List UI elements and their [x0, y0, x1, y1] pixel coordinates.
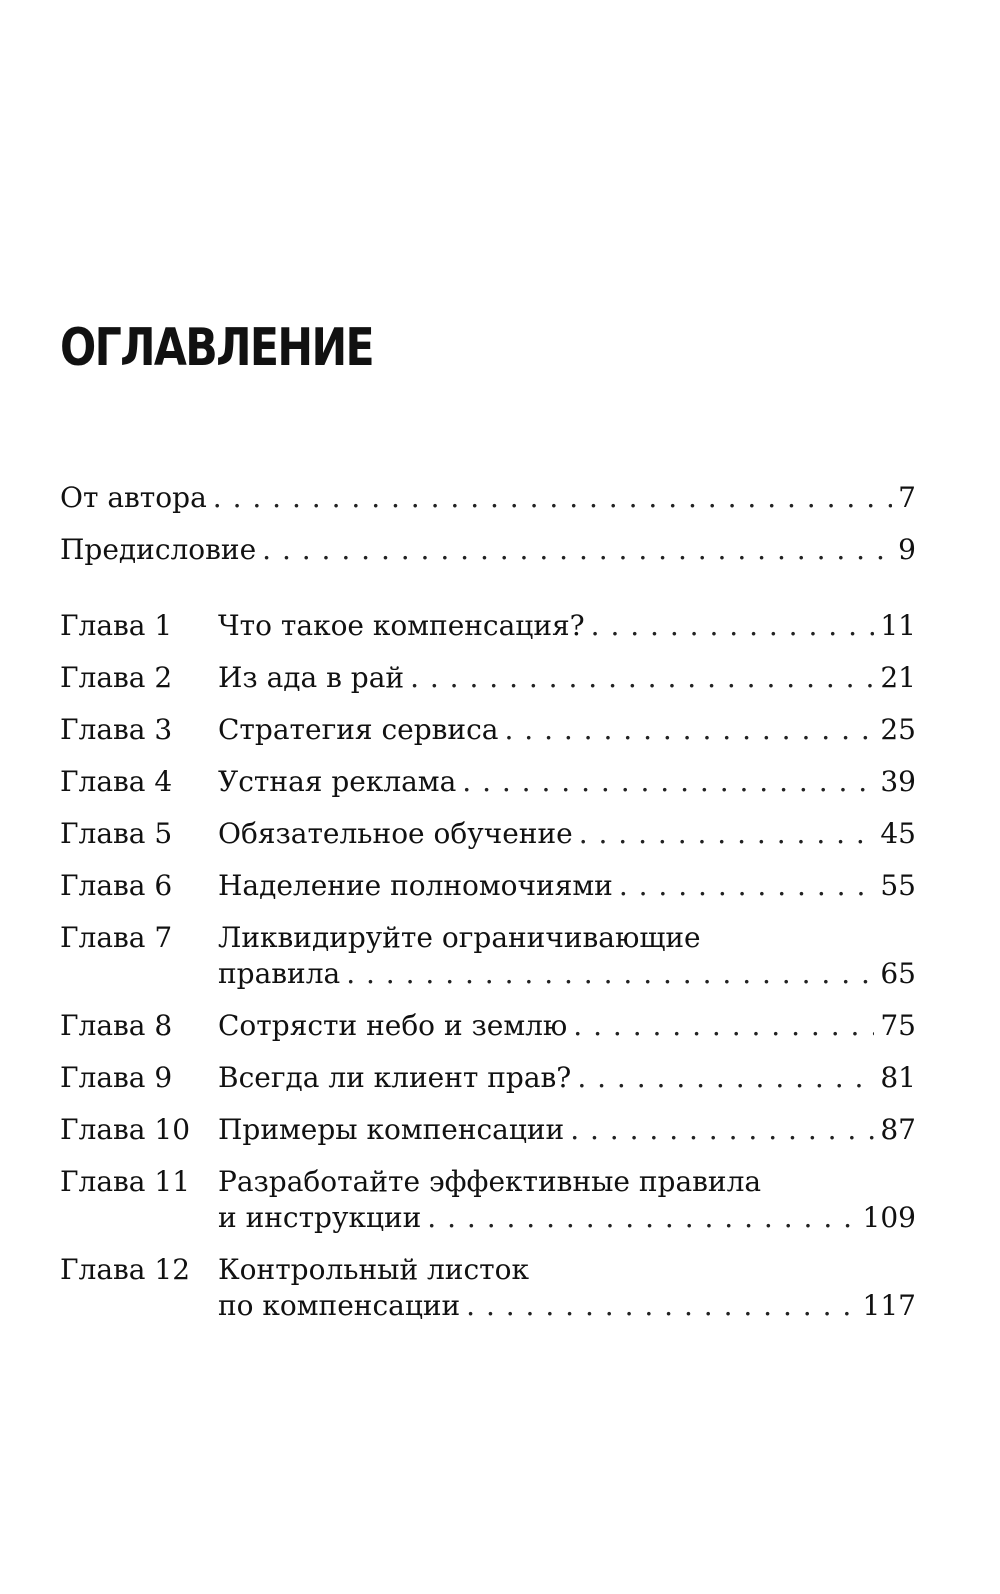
- toc-entry-title: Что такое компенсация?: [218, 609, 585, 642]
- toc-entry-chapter-11[interactable]: [60, 1164, 916, 1236]
- chapter-label: Глава 3: [60, 713, 173, 746]
- dot-leader: [427, 1200, 856, 1236]
- toc-entry-body: [218, 1112, 916, 1148]
- dot-leader: [262, 532, 892, 568]
- toc-entry-title: и инструкции: [218, 1201, 422, 1234]
- chapter-label: Глава 5: [60, 817, 173, 850]
- toc-entry-body: [218, 764, 916, 800]
- toc-entry-chapter-3[interactable]: [60, 712, 916, 748]
- toc-entry-body: [218, 1060, 916, 1096]
- toc-entry-chapter-1[interactable]: [60, 608, 916, 644]
- toc-entry-body: [218, 608, 916, 644]
- toc-entry-chapter-12[interactable]: [60, 1252, 916, 1324]
- chapter-label: Глава 9: [60, 1061, 173, 1094]
- toc-entry-title: по компенсации: [218, 1289, 461, 1322]
- toc-entry-title-line-1: Контрольный листок: [218, 1253, 529, 1286]
- toc-entry-chapter-2[interactable]: [60, 660, 916, 696]
- toc-page-number: 39: [880, 765, 916, 798]
- toc-page-number: 81: [880, 1061, 916, 1094]
- dot-leader: [213, 480, 892, 516]
- dot-leader: [619, 868, 875, 904]
- toc-entry-body: [218, 1164, 916, 1236]
- toc-page-number: 87: [880, 1113, 916, 1146]
- toc-page-number: 25: [880, 713, 916, 746]
- toc-entry-chapter-6[interactable]: [60, 868, 916, 904]
- toc-entry-chapter-7[interactable]: [60, 920, 916, 992]
- toc-entry-title-line-1: Ликвидируйте ограничивающие: [218, 921, 701, 954]
- dot-leader: [346, 956, 874, 992]
- toc-entry-title: Наделение полномочиями: [218, 869, 613, 902]
- toc-entry-body: [218, 712, 916, 748]
- toc-entry-title: Стратегия сервиса: [218, 713, 499, 746]
- toc-entry-title: Всегда ли клиент прав?: [218, 1061, 572, 1094]
- chapter-label: Глава 2: [60, 661, 173, 694]
- dot-leader: [577, 1060, 874, 1096]
- toc-entry-body: [218, 1252, 916, 1324]
- toc-page-number: 65: [880, 957, 916, 990]
- chapter-label: Глава 1: [60, 609, 173, 642]
- toc-entry-body: [218, 920, 916, 992]
- chapter-label: Глава 10: [60, 1113, 191, 1146]
- toc-entry-body: [218, 868, 916, 904]
- toc-entry-chapter-4[interactable]: [60, 764, 916, 800]
- toc-entry-title: Сотрясти небо и землю: [218, 1009, 568, 1042]
- toc-entry-from-author[interactable]: [60, 480, 916, 516]
- toc-entry-chapter-10[interactable]: [60, 1112, 916, 1148]
- chapter-label: Глава 11: [60, 1165, 191, 1198]
- toc-entry-title: От автора: [60, 481, 207, 514]
- toc-page-number: 117: [862, 1289, 916, 1322]
- toc-entry-title: Предисловие: [60, 533, 257, 566]
- toc-page-number: 55: [880, 869, 916, 902]
- toc-entry-title: Обязательное обучение: [218, 817, 573, 850]
- toc-entry-body: [60, 532, 916, 568]
- toc-entry-body: [218, 660, 916, 696]
- dot-leader: [573, 1008, 874, 1044]
- chapter-label: Глава 6: [60, 869, 173, 902]
- chapter-label: Глава 8: [60, 1009, 173, 1042]
- toc-entry-title-line-1: Разработайте эффективные правила: [218, 1165, 762, 1198]
- dot-leader: [570, 1112, 874, 1148]
- toc-page-number: 7: [898, 481, 916, 514]
- page-title: ОГЛАВЛЕНИЕ: [60, 318, 373, 378]
- toc-entry-chapter-8[interactable]: [60, 1008, 916, 1044]
- toc-entry-body: [60, 480, 916, 516]
- toc-entry-preface[interactable]: [60, 532, 916, 568]
- toc-entry-chapter-9[interactable]: [60, 1060, 916, 1096]
- toc-entry-body: [218, 816, 916, 852]
- toc-entry-body: [218, 1008, 916, 1044]
- table-of-contents: [60, 480, 916, 1324]
- dot-leader: [462, 764, 874, 800]
- toc-entry-title: Устная реклама: [218, 765, 457, 798]
- toc-entry-title: правила: [218, 957, 341, 990]
- toc-page-number: 21: [880, 661, 916, 694]
- toc-page-number: 75: [880, 1009, 916, 1042]
- dot-leader: [579, 816, 875, 852]
- chapter-label: Глава 7: [60, 921, 173, 954]
- chapter-label: Глава 12: [60, 1253, 191, 1286]
- dot-leader: [591, 608, 875, 644]
- toc-entry-title: Примеры компенсации: [218, 1113, 565, 1146]
- toc-page-number: 9: [898, 533, 916, 566]
- toc-page-number: 45: [880, 817, 916, 850]
- toc-page-number: 11: [880, 609, 916, 642]
- chapter-label: Глава 4: [60, 765, 173, 798]
- dot-leader: [466, 1288, 856, 1324]
- dot-leader: [410, 660, 874, 696]
- toc-entry-title: Из ада в рай: [218, 661, 405, 694]
- dot-leader: [504, 712, 874, 748]
- toc-entry-chapter-5[interactable]: [60, 816, 916, 852]
- toc-page-number: 109: [862, 1201, 916, 1234]
